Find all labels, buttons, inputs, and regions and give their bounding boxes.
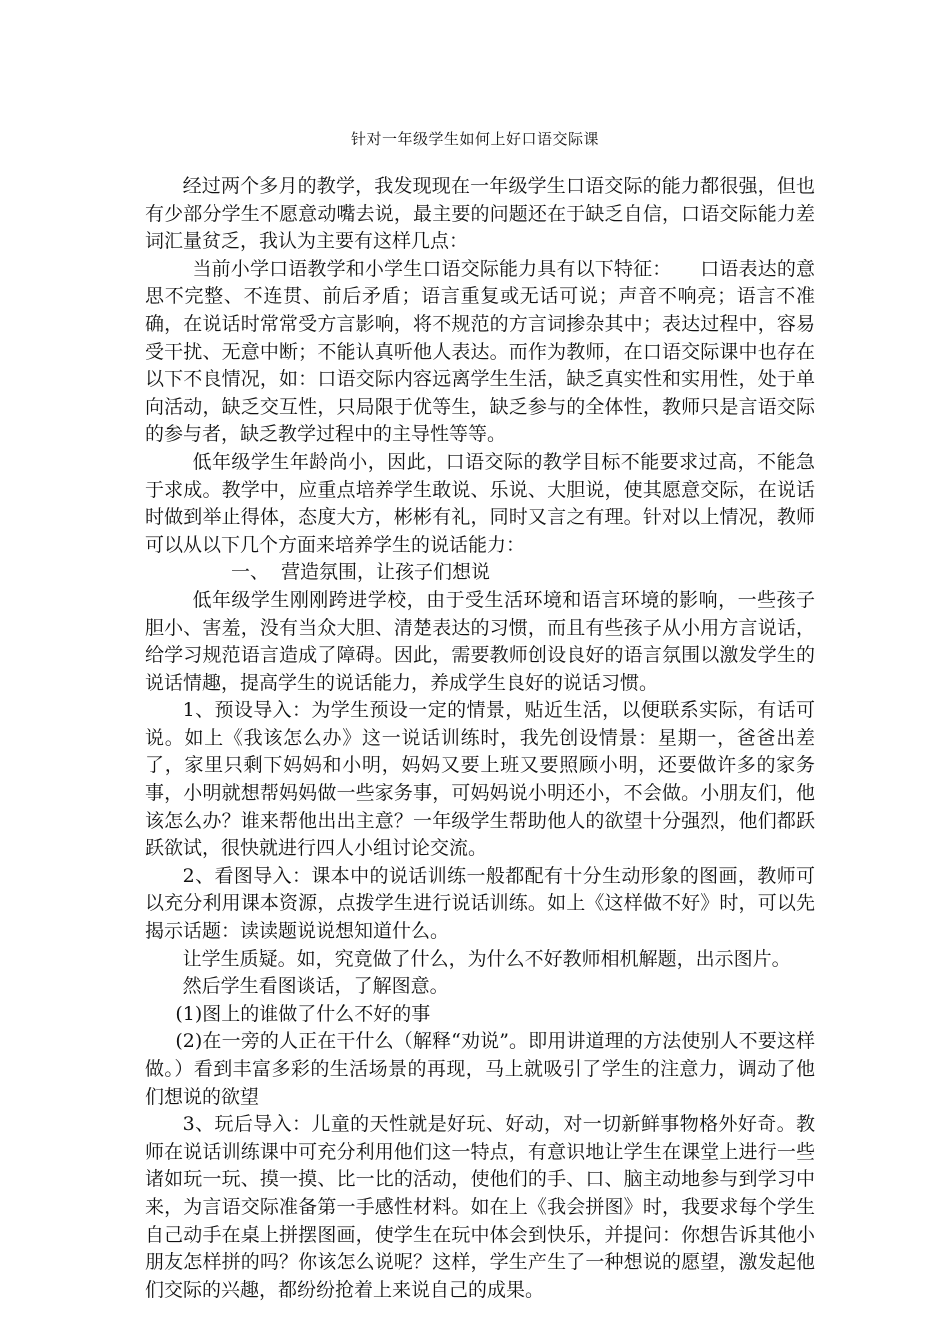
section-number: 一、 [231,561,270,584]
picture-paragraph: 然后学生看图谈话，了解图意。 [182,975,449,998]
list-item-1: (1)图上的谁做了什么不好的事 [175,1002,431,1025]
intro-paragraph: 经过两个多月的教学，我发现现在一年级学生口语交际的能力都很强，但也有少部分学生不愿意动嘴去说，最主要的问题还在于缺乏自信，口语交际能力差词汇量贫乏，我认为主要有这样几点： [145,175,815,253]
section-heading [145,559,815,587]
method-paragraph-2: 2、看图导入：课本中的说话训练一般都配有十分生动形象的图画，教师可以充分利用课本资源，点拨学生进行说话训练。如上《这样做不好》时，可以先揭示话题：读读题说说想知道什么。 [145,864,815,943]
list-item-2: (2)在一旁的人正在干什么（解释“劝说”。即用讲道理的方法使别人不要这样做。）看到丰富多彩的生活场景的再现，马上就吸引了学生的注意力，调动了他们想说的欲望 [145,1030,815,1108]
section-title: 营造氛围，让孩子们想说 [281,561,491,584]
method-paragraph-1: 1、预设导入：为学生预设一定的情景，贴近生活，以便联系实际，有话可说。如上《我该怎么办》这一说话训练时，我先创设情景：星期一，爸爸出差了，家里只剩下妈妈和小明，妈妈又要上班又要照顾小明，还要做许多的家务事，小明就想帮妈妈做一些家务事，可妈妈说小明还小，不会做。小朋友们，他该怎么办？谁来帮他出出主意？一年级学生帮助他人的欲望十分强烈，他们都跃跃欲试，很快就进行四人小组讨论交流。 [145,699,815,860]
document-body [145,173,815,1304]
features-paragraph: 当前小学口语教学和小学生口语交际能力具有以下特征： 口语表达的意思不完整、不连贯、前后矛盾；语言重复或无话可说；声音不响亮；语言不准确，在说话时常常受方言影响，将不规范的方言词掺杂其中；表达过程中，容易受干扰、无意中断；不能认真听他人表达。而作为教师，在口语交际课中也存在以下不良情况，如：口语交际内容远离学生生活，缺乏真实性和实用性，处于单向活动，缺乏交互性，只局限于优等生，缺乏参与的全体性，教师只是言语交际的参与者，缺乏教学过程中的主导性等等。 [145,257,815,446]
section-paragraph: 低年级学生刚刚跨进学校，由于受生活环境和语言环境的影响，一些孩子胆小、害羞，没有当众大胆、清楚表达的习惯，而且有些孩子从小用方言说话，给学习规范语言造成了障碍。因此，需要教师创设良好的语言氛围以激发学生的说话情趣，提高学生的说话能力，养成学生良好的说话习惯。 [145,588,815,694]
goals-paragraph: 低年级学生年龄尚小，因此，口语交际的教学目标不能要求过高，不能急于求成。教学中，应重点培养学生敢说、乐说、大胆说，使其愿意交际，在说话时做到举止得体，态度大方，彬彬有礼，同时又言之有理。针对以上情况，教师可以从以下几个方面来培养学生的说话能力： [145,450,815,556]
question-paragraph: 让学生质疑。如，究竟做了什么，为什么不好教师相机解题，出示图片。 [182,947,791,970]
document-title: 针对一年级学生如何上好口语交际课 [350,130,599,148]
method-paragraph-3: 3、玩后导入：儿童的天性就是好玩、好动，对一切新鲜事物格外好奇。教师在说话训练课中可充分利用他们这一特点，有意识地让学生在课堂上进行一些诸如玩一玩、摸一摸、比一比的活动，使他们的手、口、脑主动地参与到学习中来，为言语交际准备第一手感性材料。如在上《我会拼图》时，我要求每个学生自己动手在桌上拼摆图画，使学生在玩中体会到快乐，并提问：你想告诉其他小朋友怎样拼的吗？你该怎么说呢？这样，学生产生了一种想说的愿望，激发起他们交际的兴趣，都纷纷抢着上来说自己的成果。 [145,1113,815,1301]
